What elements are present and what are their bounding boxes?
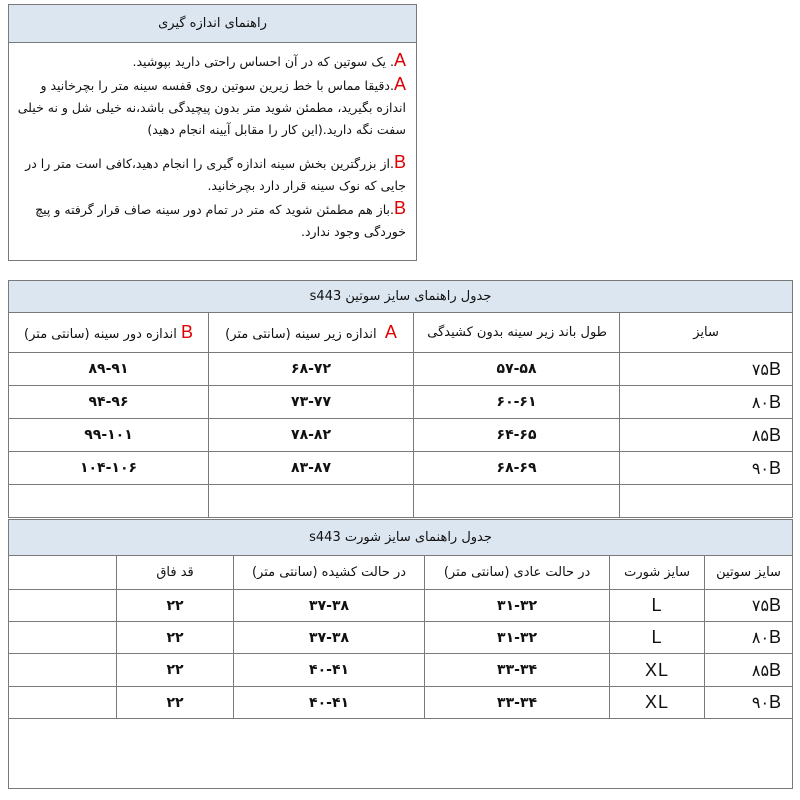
bust-cell: ۹۹-۱۰۱: [9, 419, 209, 452]
col-short-size: سایز شورت: [610, 556, 705, 590]
marker-a: A: [384, 322, 397, 342]
col-underbust: A اندازه زیر سینه (سانتی متر): [209, 313, 414, 353]
normal-cell: ۳۱-۳۲: [425, 622, 610, 654]
table-row: [9, 590, 793, 622]
rise-cell: ۲۲: [117, 654, 234, 687]
bra-size-cell: ۷۵B: [705, 590, 793, 622]
stretched-cell: ۴۰-۴۱: [234, 687, 425, 719]
guide-item-2: A.دقیقا مماس با خط زیرین سوتین روی قفسه سینه متر را بچرخانید و اندازه بگیرید، مطمئن شوید متر بدون پیچیدگی باشد،نه خیلی شل و نه خیلی سفت نگه دارید.(این کار را مقابل آیینه انجام دهید): [17, 74, 406, 137]
guide-instructions: [9, 43, 417, 261]
guide-item-1: A. یک سوتین که در آن احساس راحتی دارید بپوشید.: [132, 50, 406, 70]
size-cell: ۸۰B: [620, 386, 793, 419]
bra-size-cell: ۹۰B: [705, 687, 793, 719]
col-bra-size: سایز سوتین: [705, 556, 793, 590]
stretched-cell: ۳۷-۳۸: [234, 590, 425, 622]
table-row: [9, 452, 793, 485]
short-size-cell: XL: [610, 687, 705, 719]
marker-b: B: [180, 322, 193, 342]
marker-a: A: [393, 74, 406, 94]
band-cell: ۶۰-۶۱: [414, 386, 620, 419]
bra-size-cell: ۸۵B: [705, 654, 793, 687]
marker-b: B: [393, 152, 406, 172]
band-cell: ۵۷-۵۸: [414, 353, 620, 386]
rise-cell: ۲۲: [117, 590, 234, 622]
table-row: [9, 687, 793, 719]
table-row: [9, 353, 793, 386]
measuring-guide-table: [8, 4, 417, 261]
underbust-cell: ۷۸-۸۲: [209, 419, 414, 452]
short-size-cell: XL: [610, 654, 705, 687]
bust-cell: ۹۴-۹۶: [9, 386, 209, 419]
underbust-cell: ۷۳-۷۷: [209, 386, 414, 419]
rise-cell: ۲۲: [117, 622, 234, 654]
normal-cell: ۳۳-۳۴: [425, 654, 610, 687]
band-cell: ۶۴-۶۵: [414, 419, 620, 452]
empty-row: [9, 485, 793, 518]
short-size-cell: L: [610, 590, 705, 622]
col-rise: قد فاق: [117, 556, 234, 590]
size-cell: ۹۰B: [620, 452, 793, 485]
bust-cell: ۸۹-۹۱: [9, 353, 209, 386]
underbust-cell: ۸۳-۸۷: [209, 452, 414, 485]
table-row: [9, 622, 793, 654]
stretched-cell: ۳۷-۳۸: [234, 622, 425, 654]
table-row: [9, 386, 793, 419]
bra-size-table: [8, 280, 793, 518]
normal-cell: ۳۳-۳۴: [425, 687, 610, 719]
underbust-cell: ۶۸-۷۲: [209, 353, 414, 386]
marker-b: B: [393, 198, 406, 218]
band-cell: ۶۸-۶۹: [414, 452, 620, 485]
bra-table-title: جدول راهنمای سایز سوتین s443: [9, 281, 793, 313]
normal-cell: ۳۱-۳۲: [425, 590, 610, 622]
marker-a: A: [393, 50, 406, 70]
guide-item-3: B.از بزرگترین بخش سینه اندازه گیری را انجام دهید،کافی است متر را در جایی که نوک سینه قرار دارد بچرخانید.: [25, 152, 406, 193]
col-bust: B اندازه دور سینه (سانتی متر): [9, 313, 209, 353]
table-row: [9, 654, 793, 687]
bra-size-cell: ۸۰B: [705, 622, 793, 654]
col-band-length: طول باند زیر سینه بدون کشیدگی: [414, 313, 620, 353]
empty-row: [9, 719, 793, 789]
short-size-cell: L: [610, 622, 705, 654]
col-normal: در حالت عادی (سانتی متر): [425, 556, 610, 590]
col-size: سایز: [620, 313, 793, 353]
short-table-title: جدول راهنمای سایز شورت s443: [9, 520, 793, 556]
guide-item-4: B.باز هم مطمئن شوید که متر در تمام دور سینه صاف قرار گرفته و پیچ خوردگی وجود ندارد.: [35, 198, 406, 239]
short-size-table: [8, 519, 793, 789]
guide-title: راهنمای اندازه گیری: [9, 5, 417, 43]
size-cell: ۸۵B: [620, 419, 793, 452]
size-cell: ۷۵B: [620, 353, 793, 386]
table-row: [9, 419, 793, 452]
stretched-cell: ۴۰-۴۱: [234, 654, 425, 687]
col-stretched: در حالت کشیده (سانتی متر): [234, 556, 425, 590]
bust-cell: ۱۰۴-۱۰۶: [9, 452, 209, 485]
rise-cell: ۲۲: [117, 687, 234, 719]
